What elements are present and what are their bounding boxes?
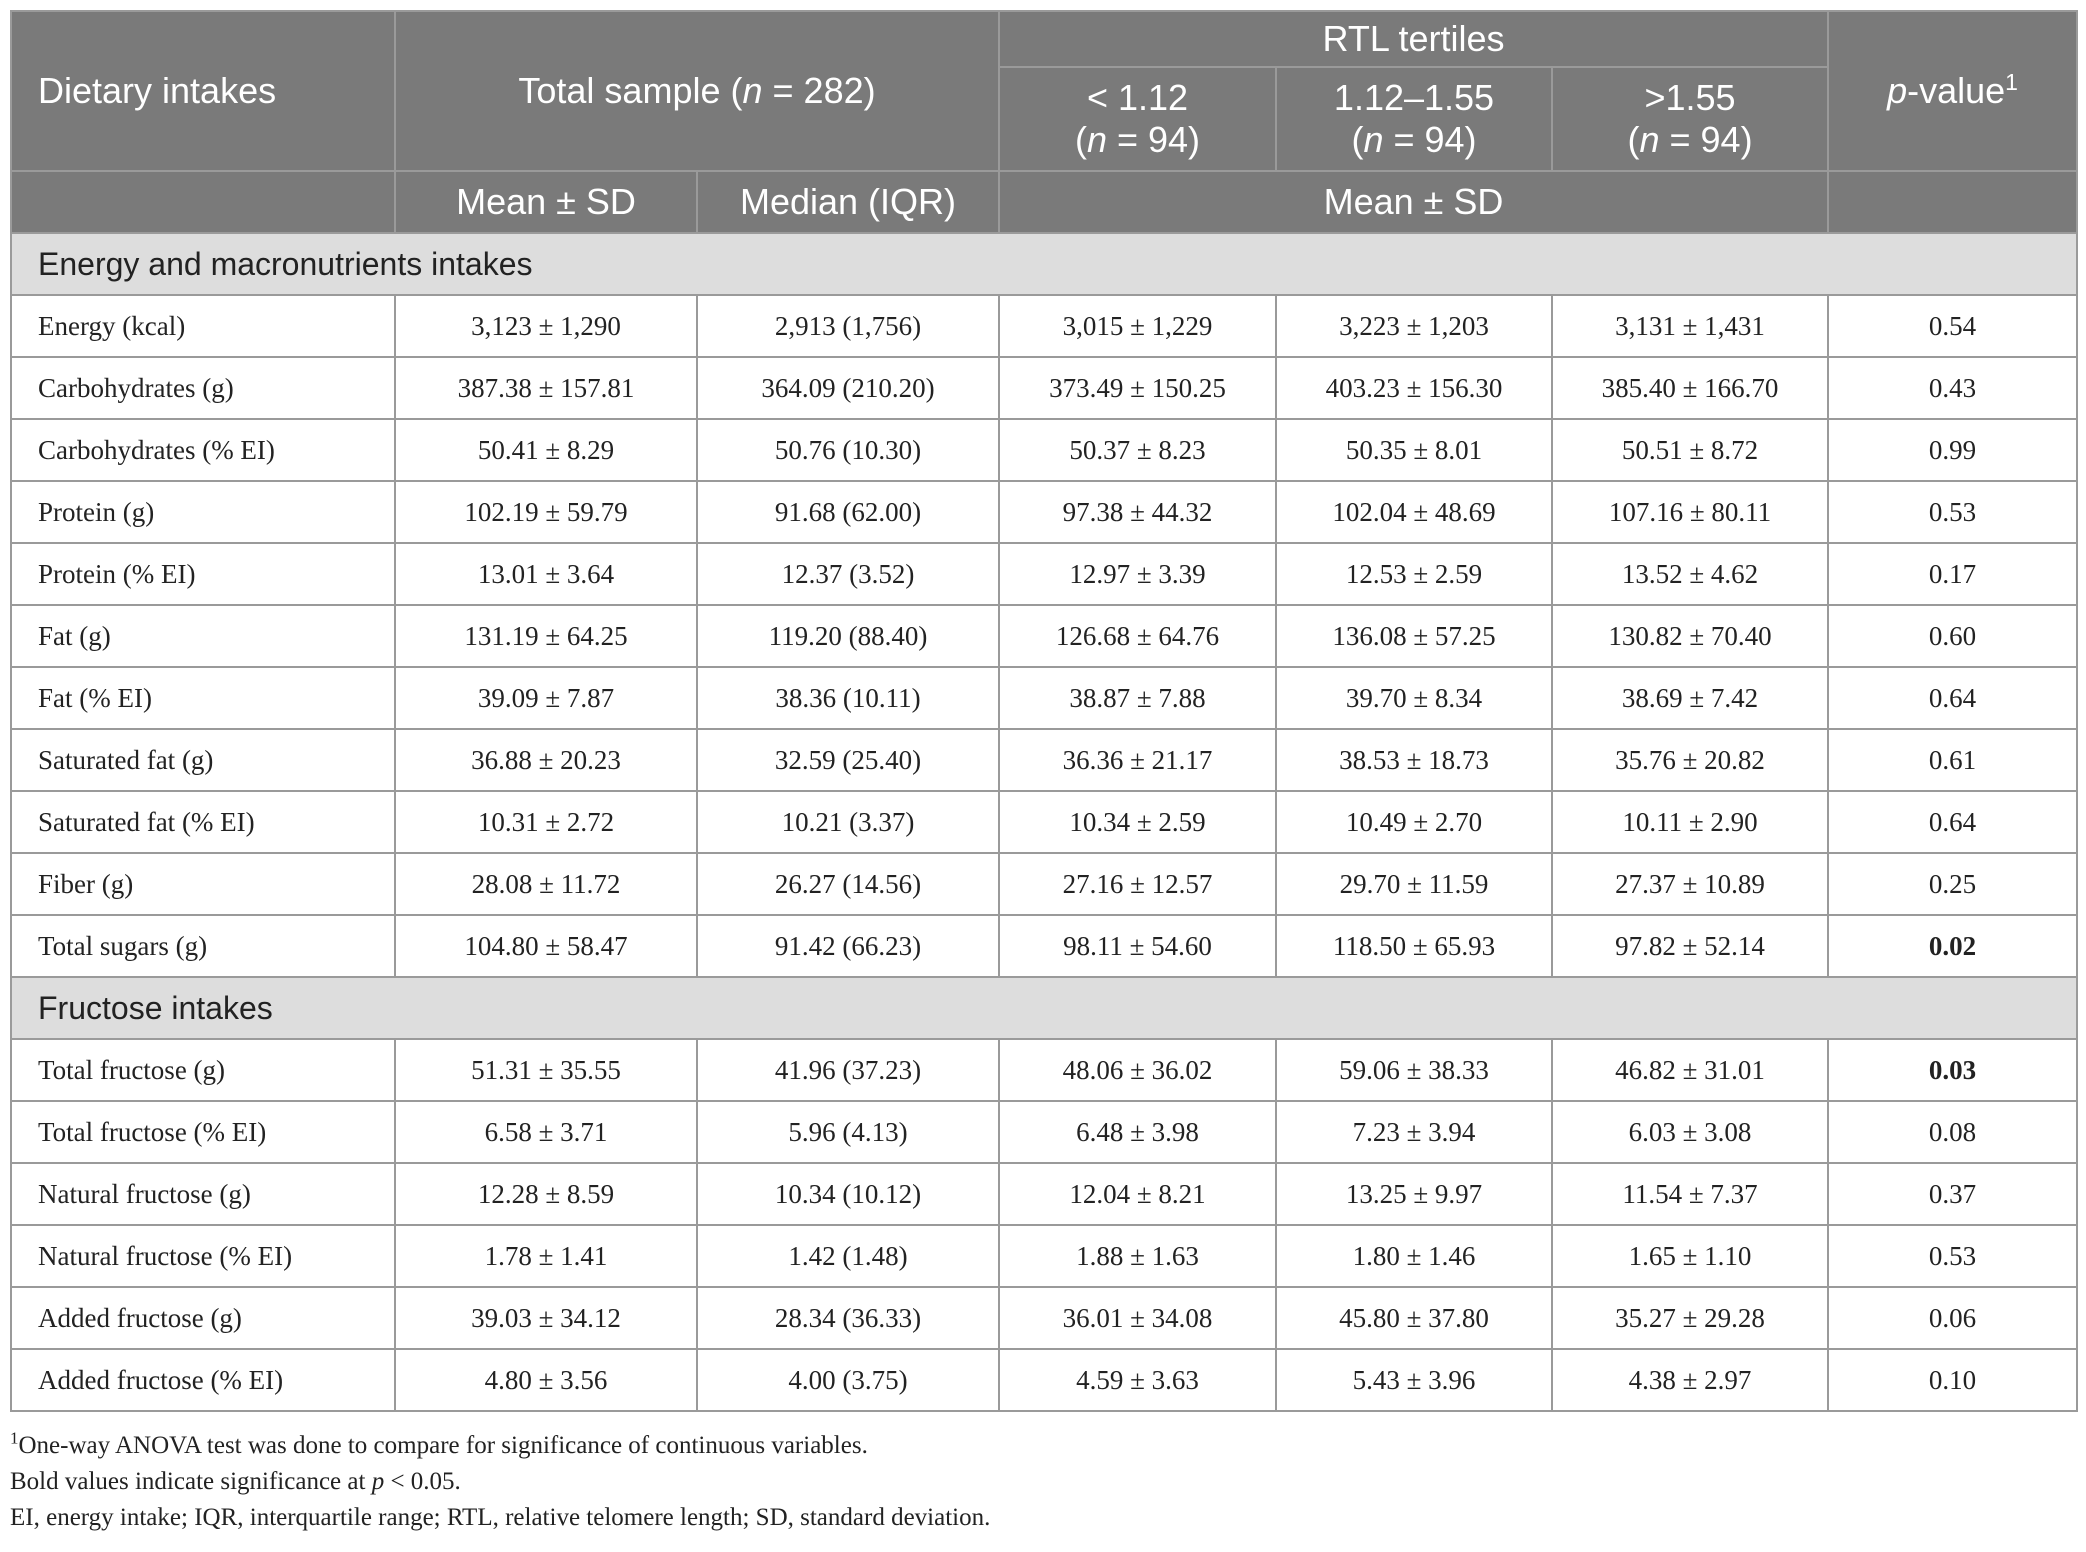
cell-p-value: 0.37 bbox=[1828, 1163, 2077, 1225]
cell-tertile-mid: 403.23 ± 156.30 bbox=[1276, 357, 1552, 419]
cell-p-value: 0.99 bbox=[1828, 419, 2077, 481]
cell-median-iqr: 5.96 (4.13) bbox=[697, 1101, 999, 1163]
row-label: Saturated fat (% EI) bbox=[11, 791, 395, 853]
header-mean-sd-tertiles: Mean ± SD bbox=[999, 171, 1828, 233]
cell-mean-sd: 50.41 ± 8.29 bbox=[395, 419, 697, 481]
cell-mean-sd: 102.19 ± 59.79 bbox=[395, 481, 697, 543]
cell-tertile-high: 10.11 ± 2.90 bbox=[1552, 791, 1828, 853]
cell-tertile-low: 27.16 ± 12.57 bbox=[999, 853, 1276, 915]
cell-tertile-high: 1.65 ± 1.10 bbox=[1552, 1225, 1828, 1287]
cell-tertile-high: 27.37 ± 10.89 bbox=[1552, 853, 1828, 915]
table-row bbox=[11, 605, 2077, 667]
cell-p-value: 0.17 bbox=[1828, 543, 2077, 605]
row-label: Added fructose (% EI) bbox=[11, 1349, 395, 1411]
cell-tertile-high: 50.51 ± 8.72 bbox=[1552, 419, 1828, 481]
cell-tertile-low: 36.01 ± 34.08 bbox=[999, 1287, 1276, 1349]
cell-tertile-high: 35.76 ± 20.82 bbox=[1552, 729, 1828, 791]
header-tertile-mid: 1.12–1.55 (n = 94) bbox=[1276, 67, 1552, 171]
cell-tertile-low: 1.88 ± 1.63 bbox=[999, 1225, 1276, 1287]
cell-tertile-low: 48.06 ± 36.02 bbox=[999, 1039, 1276, 1101]
cell-mean-sd: 12.28 ± 8.59 bbox=[395, 1163, 697, 1225]
header-tertile-low: < 1.12 (n = 94) bbox=[999, 67, 1276, 171]
cell-tertile-low: 6.48 ± 3.98 bbox=[999, 1101, 1276, 1163]
row-label: Fat (g) bbox=[11, 605, 395, 667]
cell-median-iqr: 91.68 (62.00) bbox=[697, 481, 999, 543]
cell-mean-sd: 10.31 ± 2.72 bbox=[395, 791, 697, 853]
cell-tertile-mid: 29.70 ± 11.59 bbox=[1276, 853, 1552, 915]
dietary-intakes-table bbox=[10, 10, 2078, 1412]
cell-tertile-low: 12.04 ± 8.21 bbox=[999, 1163, 1276, 1225]
row-label: Fat (% EI) bbox=[11, 667, 395, 729]
cell-tertile-high: 46.82 ± 31.01 bbox=[1552, 1039, 1828, 1101]
cell-mean-sd: 36.88 ± 20.23 bbox=[395, 729, 697, 791]
cell-tertile-low: 126.68 ± 64.76 bbox=[999, 605, 1276, 667]
footnotes bbox=[10, 1428, 2076, 1536]
cell-tertile-mid: 12.53 ± 2.59 bbox=[1276, 543, 1552, 605]
cell-p-value: 0.08 bbox=[1828, 1101, 2077, 1163]
cell-p-value: 0.43 bbox=[1828, 357, 2077, 419]
cell-p-value: 0.61 bbox=[1828, 729, 2077, 791]
cell-mean-sd: 6.58 ± 3.71 bbox=[395, 1101, 697, 1163]
table-row bbox=[11, 481, 2077, 543]
cell-tertile-mid: 13.25 ± 9.97 bbox=[1276, 1163, 1552, 1225]
row-label: Saturated fat (g) bbox=[11, 729, 395, 791]
cell-median-iqr: 28.34 (36.33) bbox=[697, 1287, 999, 1349]
table-row bbox=[11, 1225, 2077, 1287]
cell-tertile-high: 4.38 ± 2.97 bbox=[1552, 1349, 1828, 1411]
table-row bbox=[11, 1163, 2077, 1225]
section-header-row bbox=[11, 977, 2077, 1039]
cell-tertile-mid: 7.23 ± 3.94 bbox=[1276, 1101, 1552, 1163]
cell-mean-sd: 3,123 ± 1,290 bbox=[395, 295, 697, 357]
cell-median-iqr: 50.76 (10.30) bbox=[697, 419, 999, 481]
cell-tertile-mid: 38.53 ± 18.73 bbox=[1276, 729, 1552, 791]
row-label: Fiber (g) bbox=[11, 853, 395, 915]
row-label: Carbohydrates (g) bbox=[11, 357, 395, 419]
table-row bbox=[11, 1287, 2077, 1349]
cell-mean-sd: 4.80 ± 3.56 bbox=[395, 1349, 697, 1411]
table-row bbox=[11, 1101, 2077, 1163]
cell-median-iqr: 41.96 (37.23) bbox=[697, 1039, 999, 1101]
table-row bbox=[11, 1349, 2077, 1411]
row-label: Natural fructose (g) bbox=[11, 1163, 395, 1225]
cell-tertile-low: 12.97 ± 3.39 bbox=[999, 543, 1276, 605]
cell-p-value: 0.54 bbox=[1828, 295, 2077, 357]
header-tertile-high: >1.55 (n = 94) bbox=[1552, 67, 1828, 171]
cell-median-iqr: 32.59 (25.40) bbox=[697, 729, 999, 791]
header-rtl-tertiles: RTL tertiles bbox=[999, 11, 1828, 67]
cell-mean-sd: 387.38 ± 157.81 bbox=[395, 357, 697, 419]
cell-tertile-high: 97.82 ± 52.14 bbox=[1552, 915, 1828, 977]
cell-median-iqr: 38.36 (10.11) bbox=[697, 667, 999, 729]
cell-median-iqr: 364.09 (210.20) bbox=[697, 357, 999, 419]
footnote-abbreviations: EI, energy intake; IQR, interquartile range; RTL, relative telomere length; SD, standard deviation. bbox=[10, 1504, 991, 1531]
cell-tertile-high: 6.03 ± 3.08 bbox=[1552, 1101, 1828, 1163]
cell-median-iqr: 119.20 (88.40) bbox=[697, 605, 999, 667]
table-row bbox=[11, 1039, 2077, 1101]
cell-tertile-high: 3,131 ± 1,431 bbox=[1552, 295, 1828, 357]
table-row bbox=[11, 791, 2077, 853]
cell-median-iqr: 2,913 (1,756) bbox=[697, 295, 999, 357]
cell-tertile-low: 3,015 ± 1,229 bbox=[999, 295, 1276, 357]
header-median-iqr: Median (IQR) bbox=[697, 171, 999, 233]
row-label: Protein (g) bbox=[11, 481, 395, 543]
row-label: Carbohydrates (% EI) bbox=[11, 419, 395, 481]
table-row bbox=[11, 667, 2077, 729]
cell-tertile-mid: 5.43 ± 3.96 bbox=[1276, 1349, 1552, 1411]
cell-median-iqr: 10.34 (10.12) bbox=[697, 1163, 999, 1225]
row-label: Total fructose (% EI) bbox=[11, 1101, 395, 1163]
cell-p-value: 0.10 bbox=[1828, 1349, 2077, 1411]
cell-mean-sd: 39.03 ± 34.12 bbox=[395, 1287, 697, 1349]
cell-mean-sd: 131.19 ± 64.25 bbox=[395, 605, 697, 667]
cell-tertile-low: 373.49 ± 150.25 bbox=[999, 357, 1276, 419]
table-row bbox=[11, 729, 2077, 791]
table-row bbox=[11, 543, 2077, 605]
header-blank bbox=[11, 171, 395, 233]
row-label: Total fructose (g) bbox=[11, 1039, 395, 1101]
cell-median-iqr: 26.27 (14.56) bbox=[697, 853, 999, 915]
cell-tertile-high: 385.40 ± 166.70 bbox=[1552, 357, 1828, 419]
cell-p-value: 0.25 bbox=[1828, 853, 2077, 915]
cell-median-iqr: 4.00 (3.75) bbox=[697, 1349, 999, 1411]
cell-tertile-low: 10.34 ± 2.59 bbox=[999, 791, 1276, 853]
table-container bbox=[10, 10, 2076, 1536]
table-row bbox=[11, 915, 2077, 977]
cell-tertile-high: 130.82 ± 70.40 bbox=[1552, 605, 1828, 667]
cell-tertile-mid: 3,223 ± 1,203 bbox=[1276, 295, 1552, 357]
cell-tertile-high: 38.69 ± 7.42 bbox=[1552, 667, 1828, 729]
cell-p-value: 0.02 bbox=[1828, 915, 2077, 977]
cell-tertile-high: 11.54 ± 7.37 bbox=[1552, 1163, 1828, 1225]
cell-p-value: 0.53 bbox=[1828, 481, 2077, 543]
footnote-anova: $^1$One-way ANOVA test was done to compare for significance of continuous variables. bbox=[10, 1428, 868, 1459]
table-body bbox=[11, 233, 2077, 1411]
cell-tertile-mid: 10.49 ± 2.70 bbox=[1276, 791, 1552, 853]
cell-tertile-low: 4.59 ± 3.63 bbox=[999, 1349, 1276, 1411]
cell-tertile-mid: 50.35 ± 8.01 bbox=[1276, 419, 1552, 481]
cell-tertile-low: 98.11 ± 54.60 bbox=[999, 915, 1276, 977]
table-row bbox=[11, 419, 2077, 481]
header-dietary-intakes: Dietary intakes bbox=[11, 11, 395, 171]
cell-tertile-low: 97.38 ± 44.32 bbox=[999, 481, 1276, 543]
table-row bbox=[11, 295, 2077, 357]
row-label: Total sugars (g) bbox=[11, 915, 395, 977]
cell-tertile-mid: 102.04 ± 48.69 bbox=[1276, 481, 1552, 543]
cell-p-value: 0.06 bbox=[1828, 1287, 2077, 1349]
header-p-value: p-value$^1$ bbox=[1828, 11, 2077, 171]
cell-p-value: 0.53 bbox=[1828, 1225, 2077, 1287]
cell-median-iqr: 12.37 (3.52) bbox=[697, 543, 999, 605]
cell-tertile-mid: 118.50 ± 65.93 bbox=[1276, 915, 1552, 977]
cell-tertile-mid: 1.80 ± 1.46 bbox=[1276, 1225, 1552, 1287]
cell-median-iqr: 91.42 (66.23) bbox=[697, 915, 999, 977]
cell-tertile-mid: 136.08 ± 57.25 bbox=[1276, 605, 1552, 667]
cell-mean-sd: 1.78 ± 1.41 bbox=[395, 1225, 697, 1287]
header-blank-p bbox=[1828, 171, 2077, 233]
cell-mean-sd: 39.09 ± 7.87 bbox=[395, 667, 697, 729]
header-total-sample: Total sample (n = 282) bbox=[395, 11, 999, 171]
cell-p-value: 0.60 bbox=[1828, 605, 2077, 667]
cell-mean-sd: 104.80 ± 58.47 bbox=[395, 915, 697, 977]
cell-median-iqr: 10.21 (3.37) bbox=[697, 791, 999, 853]
cell-tertile-mid: 59.06 ± 38.33 bbox=[1276, 1039, 1552, 1101]
header-mean-sd: Mean ± SD bbox=[395, 171, 697, 233]
cell-tertile-high: 13.52 ± 4.62 bbox=[1552, 543, 1828, 605]
cell-p-value: 0.03 bbox=[1828, 1039, 2077, 1101]
cell-tertile-high: 35.27 ± 29.28 bbox=[1552, 1287, 1828, 1349]
cell-mean-sd: 28.08 ± 11.72 bbox=[395, 853, 697, 915]
row-label: Added fructose (g) bbox=[11, 1287, 395, 1349]
cell-mean-sd: 13.01 ± 3.64 bbox=[395, 543, 697, 605]
cell-tertile-mid: 45.80 ± 37.80 bbox=[1276, 1287, 1552, 1349]
cell-tertile-high: 107.16 ± 80.11 bbox=[1552, 481, 1828, 543]
cell-tertile-low: 36.36 ± 21.17 bbox=[999, 729, 1276, 791]
cell-tertile-low: 50.37 ± 8.23 bbox=[999, 419, 1276, 481]
footnote-bold: Bold values indicate significance at p < 0.05. bbox=[10, 1468, 461, 1495]
cell-mean-sd: 51.31 ± 35.55 bbox=[395, 1039, 697, 1101]
section-title: Energy and macronutrients intakes bbox=[11, 233, 2077, 295]
cell-median-iqr: 1.42 (1.48) bbox=[697, 1225, 999, 1287]
row-label: Protein (% EI) bbox=[11, 543, 395, 605]
cell-p-value: 0.64 bbox=[1828, 791, 2077, 853]
section-header-row bbox=[11, 233, 2077, 295]
table-header bbox=[11, 11, 2077, 233]
section-title: Fructose intakes bbox=[11, 977, 2077, 1039]
row-label: Energy (kcal) bbox=[11, 295, 395, 357]
cell-p-value: 0.64 bbox=[1828, 667, 2077, 729]
table-row bbox=[11, 853, 2077, 915]
table-row bbox=[11, 357, 2077, 419]
cell-tertile-mid: 39.70 ± 8.34 bbox=[1276, 667, 1552, 729]
cell-tertile-low: 38.87 ± 7.88 bbox=[999, 667, 1276, 729]
row-label: Natural fructose (% EI) bbox=[11, 1225, 395, 1287]
